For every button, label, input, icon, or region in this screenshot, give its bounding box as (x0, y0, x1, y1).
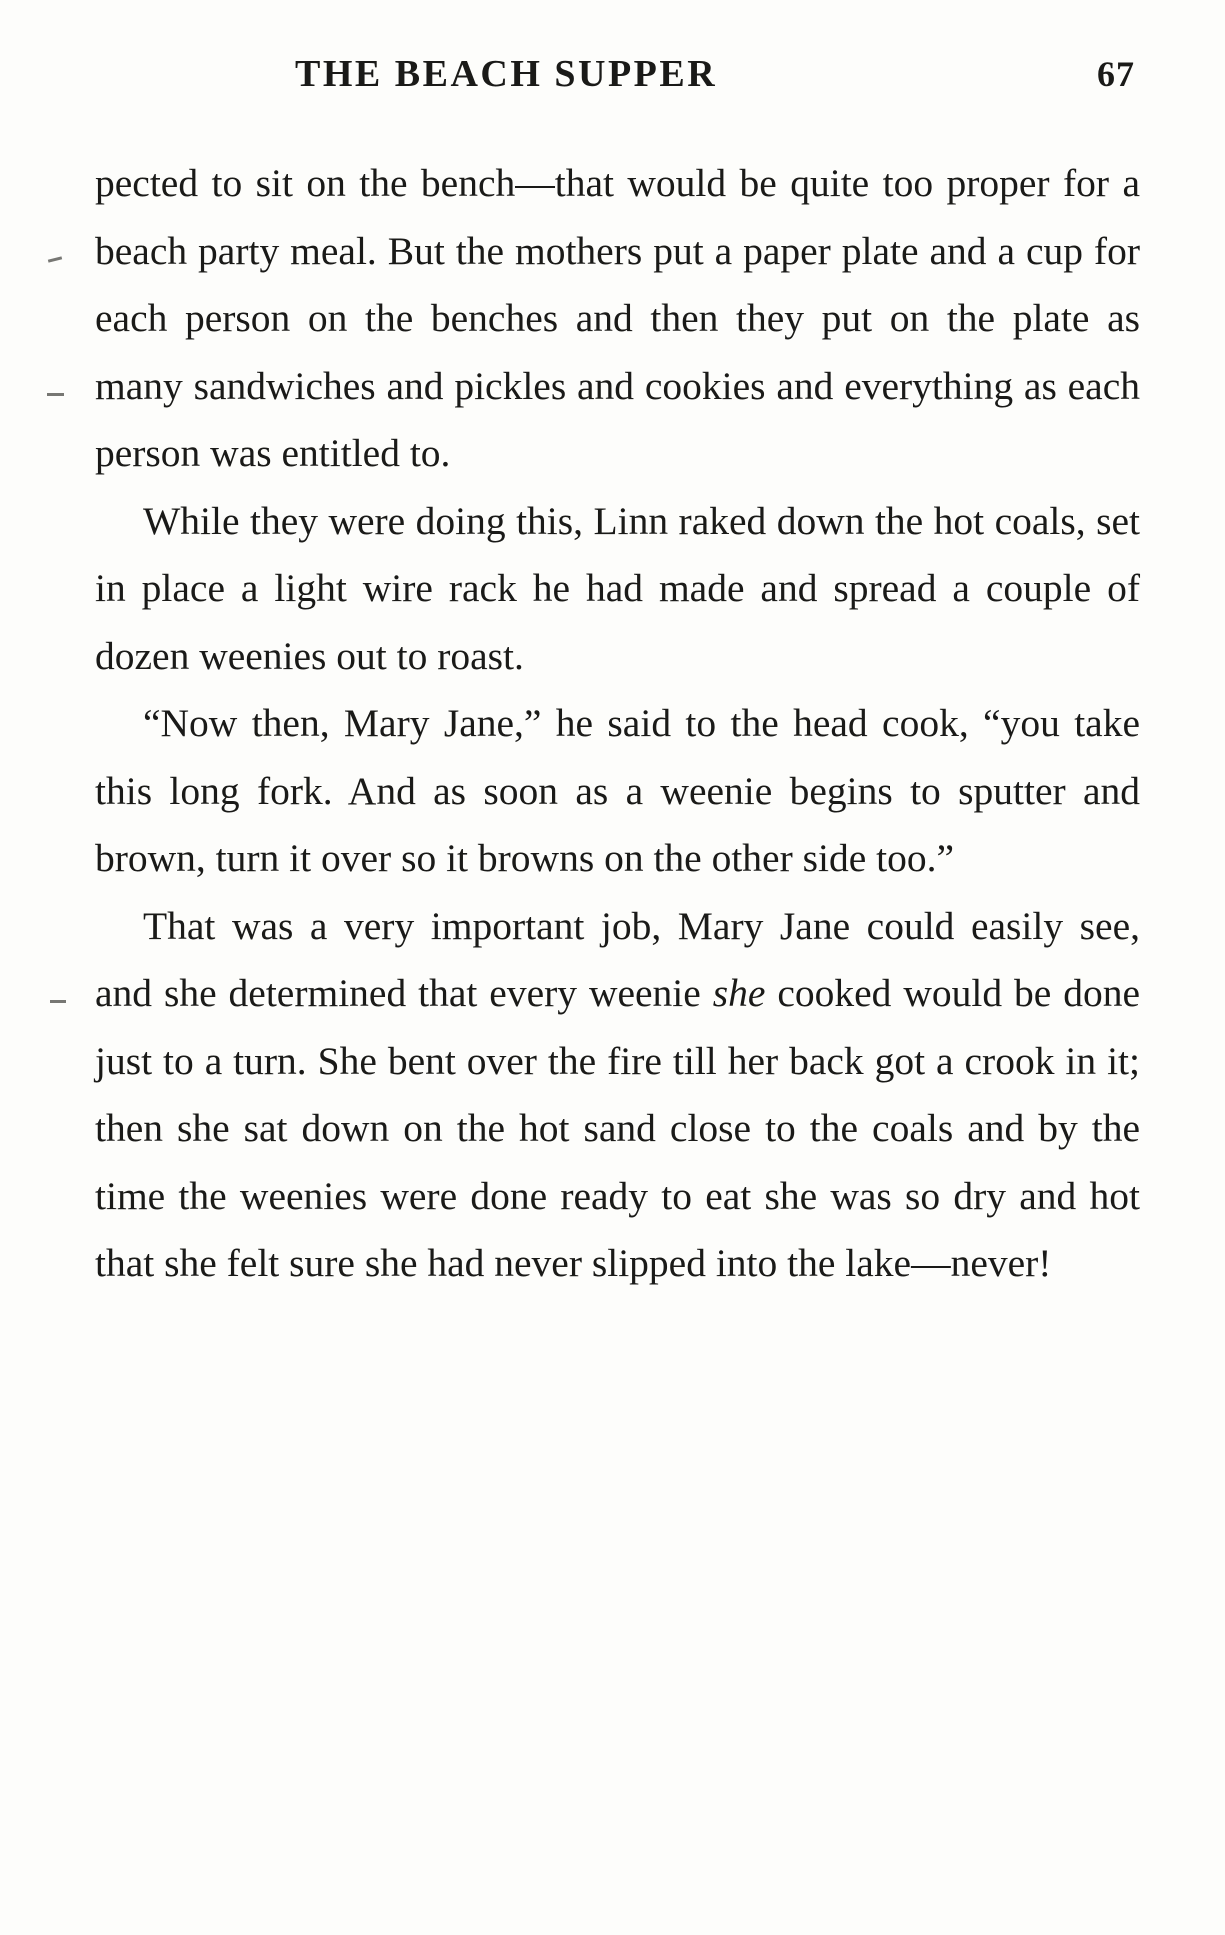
page-header (95, 52, 1135, 96)
paragraph-continued: pected to sit on the bench—that would be quite too proper for a beach party meal. But the mothers put a paper plate and a cup for each person on the benches and then they put on the plate as many sandwiches and pickles and cookies and everything as each person was entitled to. (95, 161, 1140, 475)
margin-tick-mark (48, 256, 62, 262)
paragraph (95, 893, 1140, 1298)
page-number: 67 (1097, 54, 1135, 94)
paragraph-part: That was a very important job, Mary Jane could easily see, and she determined that every weenie (95, 903, 1140, 1015)
emphasis-word: she (712, 971, 766, 1015)
page-body-text (95, 150, 1140, 1298)
margin-tick-mark (47, 393, 64, 396)
paragraph: While they were doing this, Linn raked down the hot coals, set in place a light wire rack he had made and spread a couple of dozen weenies out to roast. (95, 498, 1140, 678)
paragraph-part: cooked would be done just to a turn. She bent over the fire till her back got a crook in it; then she sat down on the hot sand close to the coals and by the time the weenies were done ready to eat she was so dry and hot that she felt sure she had never slipped into the lake—never! (95, 971, 1140, 1285)
running-head-title: THE BEACH SUPPER (295, 53, 718, 95)
margin-tick-mark (50, 1000, 66, 1003)
paragraph: “Now then, Mary Jane,” he said to the head cook, “you take this long fork. And as soon as a weenie begins to sputter and brown, turn it over so it browns on the other side too.” (95, 701, 1140, 880)
